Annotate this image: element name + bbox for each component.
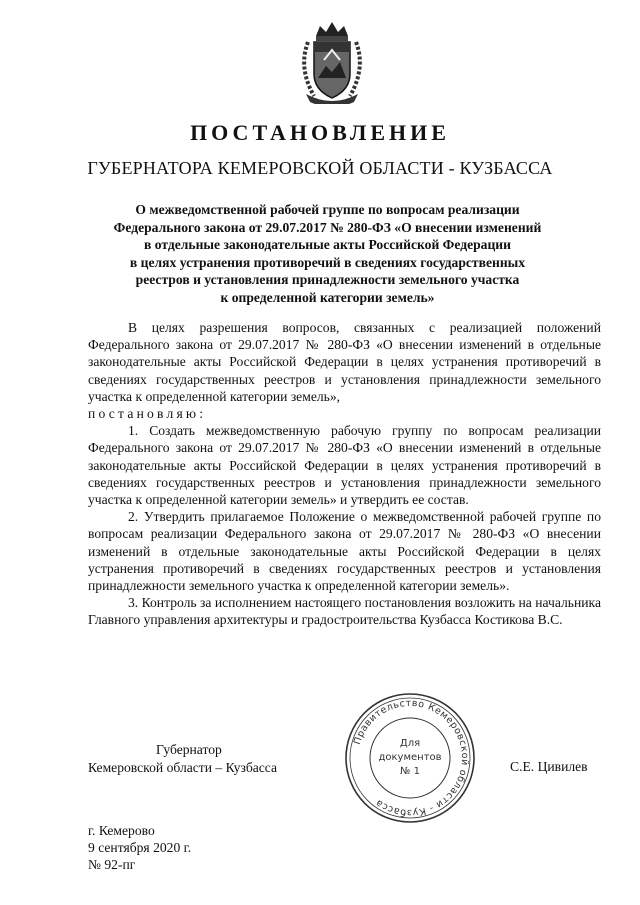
title-line: к определенной категории земель» [220,289,435,305]
clause-3: 3. Контроль за исполнением настоящего постановления возложить на начальника Главного управления архитектуры и градостроительства Кузбасса Костикова В.С. [88,595,601,628]
decree-title [70,201,585,307]
title-line: реестров и установления принадлежности земельного участка [135,272,520,288]
coat-of-arms-kemerovo-icon [296,20,368,104]
issuer-authority: ГУБЕРНАТОРА КЕМЕРОВСКОЙ ОБЛАСТИ - КУЗБАССА [87,158,553,178]
decree-body [88,319,601,629]
stamp-center-line: документов [378,752,442,763]
title-line: О межведомственной рабочей группе по вопросам реализации [135,202,520,217]
issue-city: г. Кемерово [88,823,155,838]
stamp-center-line: № 1 [400,766,420,777]
signatory-position [88,741,277,776]
clause-2: 2. Утвердить прилагаемое Положение о межведомственной рабочей группе по вопросам реализации Федерального закона от 29.07.2017 № 280-ФЗ «О внесении изменений в отдельные законодательные акты Российской Федерации в целях устранения противоречий в сведениях государственных реестров и установления принадлежности земельного участка к определенной категории земель». [88,509,601,594]
decree-word: постановляю: [88,406,207,422]
title-line: в отдельные законодательные акты Российской Федерации [144,237,511,253]
position-region: Кемеровской области – Кузбасса [88,759,278,775]
stamp-center-line: Для [399,738,421,749]
clause-1: 1. Создать межведомственную рабочую группу по вопросам реализации Федерального закона от 29.07.2017 № 280-ФЗ «О внесении изменений в отдельные законодательные акты Российской Федерации в целях устранения противоречий в сведениях государственных реестров и установления принадлежности земельного участка к определенной категории земель» и утвердить ее состав. [88,423,601,508]
position-title: Губернатор [156,742,222,757]
issue-date: 9 сентября 2020 г. [88,840,192,855]
document-type: ПОСТАНОВЛЕНИЕ [190,120,450,145]
document-footer [88,822,191,873]
signatory-name: С.Е. Цивилев [510,759,588,774]
title-line: Федерального закона от 29.07.2017 № 280-ФЗ «О внесении изменений [113,219,542,235]
document-number: № 92-пг [88,857,136,872]
preamble-paragraph: В целях разрешения вопросов, связанных с реализацией положений Федерального закона от 29.07.2017 № 280-ФЗ «О внесении изменений в отдельные законодательные акты Российской Федерации в целях устранения противоречий в сведениях государственных реестров и установления принадлежности земельного участка к определенной категории земель», [88,320,601,404]
stamp-ring-text: Правительство Кемеровской области - Кузбасса [351,697,471,819]
title-line: в целях устранения противоречий в сведениях государственных [129,254,526,270]
official-seal-stamp [340,688,480,828]
